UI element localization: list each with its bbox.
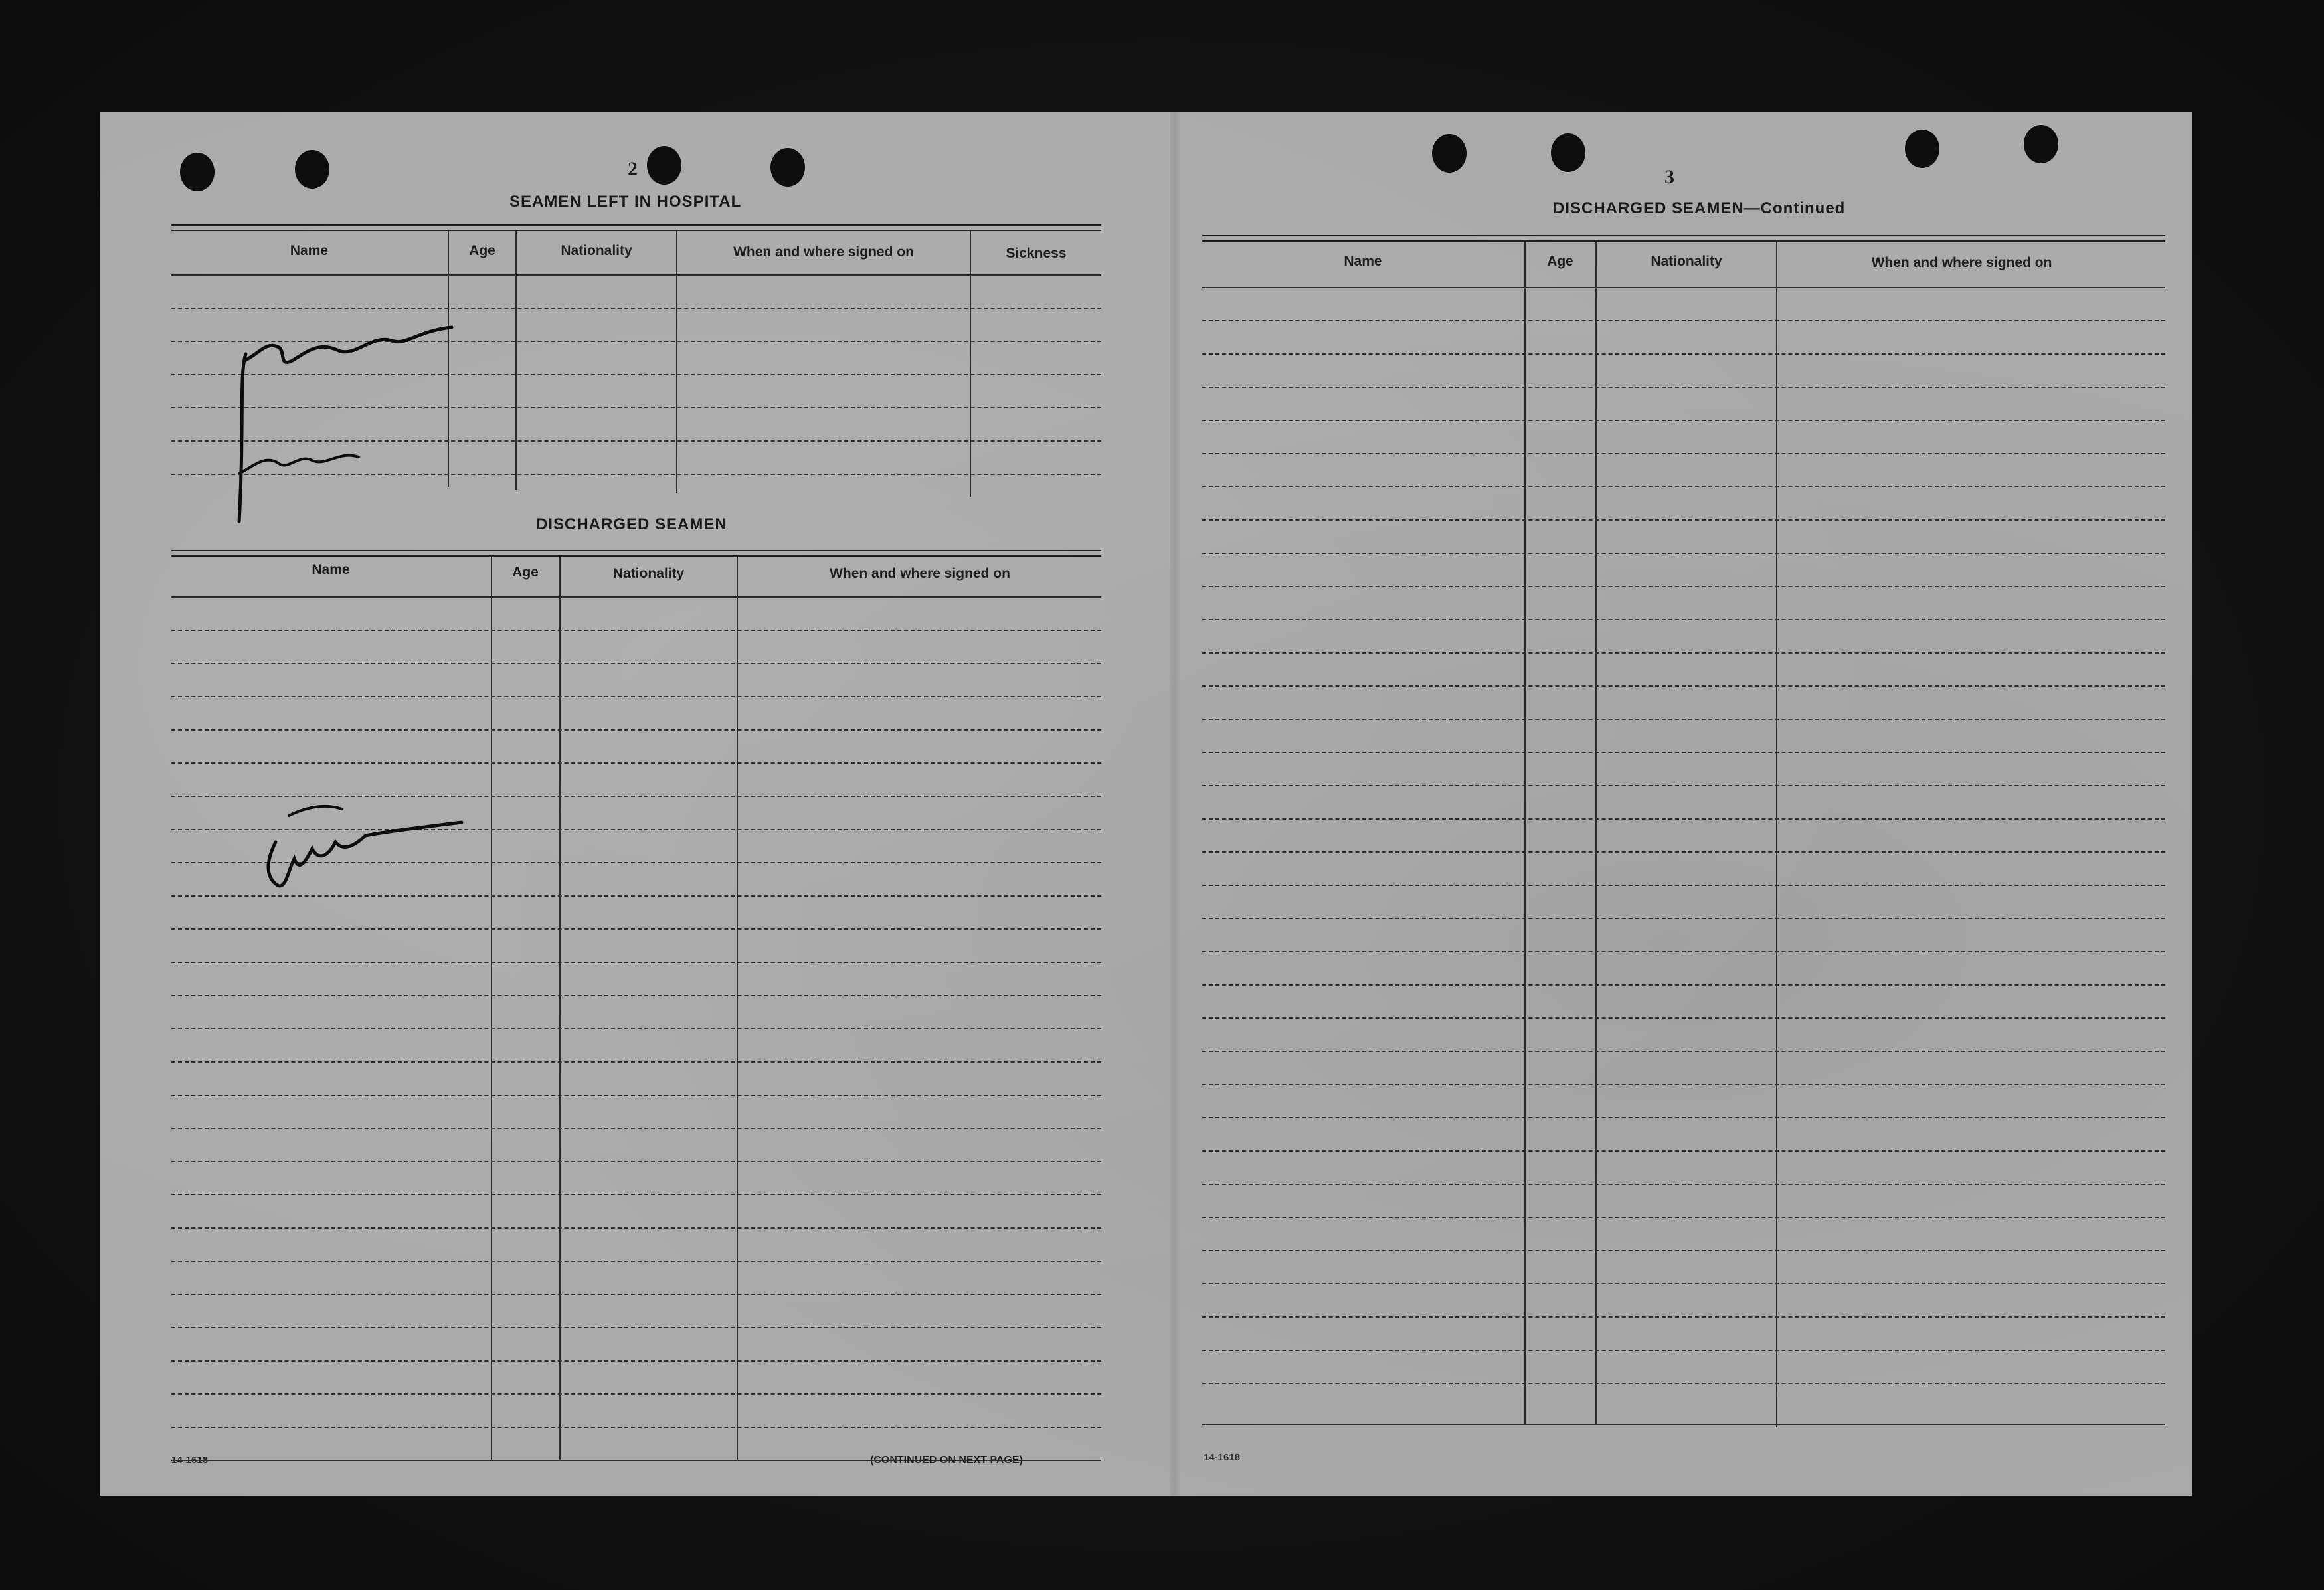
table-row-line	[1202, 619, 2165, 620]
table-row-line	[1202, 1316, 2165, 1318]
handwritten-none-discharged	[169, 643, 475, 909]
table-top-rule	[1202, 235, 2165, 242]
col-head-name: Name	[1344, 254, 1382, 269]
table-row-line	[1202, 851, 2165, 853]
col-head-nationality: Nationality	[561, 243, 632, 258]
discharged-continued-table	[1202, 235, 2165, 1437]
table-row-line	[171, 1028, 1101, 1029]
discharged-continued-title: DISCHARGED SEAMEN—Continued	[1553, 199, 1846, 217]
table-row-line	[171, 1393, 1101, 1395]
table-row-line	[171, 1128, 1101, 1129]
column-divider	[1595, 242, 1597, 1424]
table-row-line	[1202, 519, 2165, 521]
form-code: 14-1618	[1204, 1452, 1241, 1463]
table-row-line	[1202, 1184, 2165, 1185]
column-divider	[559, 557, 561, 1461]
table-row-line	[171, 1427, 1101, 1428]
table-row-line	[171, 995, 1101, 996]
table-row-line	[1202, 951, 2165, 952]
discharged-section-title: DISCHARGED SEAMEN	[536, 515, 727, 533]
col-head-nationality: Nationality	[1651, 254, 1722, 269]
table-row-line	[1202, 586, 2165, 587]
form-code: 14-1618	[171, 1455, 209, 1466]
col-head-signed-on: When and where signed on	[733, 244, 914, 260]
table-row-line	[1202, 353, 2165, 355]
col-head-age: Age	[1547, 254, 1573, 269]
table-row-line	[1202, 918, 2165, 919]
table-row-line	[1202, 1383, 2165, 1384]
table-row-line	[171, 1227, 1101, 1229]
column-divider	[676, 231, 677, 493]
table-row-line	[171, 928, 1101, 930]
page-number: 3	[1664, 166, 1674, 188]
table-row-line	[1202, 387, 2165, 388]
continued-note: (CONTINUED ON NEXT PAGE)	[870, 1455, 1023, 1466]
table-row-line	[1202, 453, 2165, 454]
table-row-line	[1202, 652, 2165, 654]
table-row-line	[1202, 719, 2165, 720]
hospital-section-title: SEAMEN LEFT IN HOSPITAL	[509, 193, 742, 211]
table-row-line	[1202, 984, 2165, 986]
table-row-line	[171, 1294, 1101, 1295]
table-row-line	[171, 1261, 1101, 1262]
col-head-age: Age	[512, 565, 539, 580]
table-row-line	[171, 1095, 1101, 1096]
record-sheet	[100, 112, 2192, 1496]
table-row-line	[1202, 685, 2165, 687]
table-row-line	[1202, 420, 2165, 421]
table-row-line	[171, 1161, 1101, 1162]
col-head-signed-on: When and where signed on	[1871, 255, 2052, 270]
page-number: 2	[628, 158, 638, 180]
table-row-line	[1202, 885, 2165, 886]
table-row-line	[171, 962, 1101, 963]
table-row-line	[171, 1061, 1101, 1063]
col-head-name: Name	[312, 562, 350, 577]
table-row-line	[171, 1360, 1101, 1362]
table-row-line	[171, 630, 1101, 631]
table-row-line	[1202, 785, 2165, 786]
col-head-nationality: Nationality	[612, 566, 685, 581]
table-row-line	[1202, 1217, 2165, 1218]
table-row-line	[1202, 486, 2165, 487]
table-row-line	[1202, 1283, 2165, 1284]
table-row-line	[1202, 1250, 2165, 1251]
table-row-line	[1202, 1051, 2165, 1052]
table-row-line	[1202, 1150, 2165, 1152]
col-head-name: Name	[290, 243, 329, 258]
header-rule	[171, 596, 1101, 598]
table-top-rule	[171, 224, 1101, 231]
column-divider	[737, 557, 738, 1461]
table-row-line	[1202, 553, 2165, 554]
table-row-line	[171, 1194, 1101, 1195]
table-row-line	[1202, 1084, 2165, 1085]
col-head-age: Age	[469, 243, 495, 258]
table-row-line	[1202, 320, 2165, 321]
right-page	[1180, 112, 2192, 1496]
col-head-sickness: Sickness	[1006, 246, 1067, 261]
table-row-line	[1202, 1117, 2165, 1118]
column-divider	[515, 231, 517, 490]
table-bottom-rule	[1202, 1424, 2165, 1425]
table-row-line	[1202, 818, 2165, 820]
column-divider	[1524, 242, 1526, 1424]
column-divider	[491, 557, 492, 1460]
table-row-line	[1202, 1350, 2165, 1351]
table-top-rule	[171, 550, 1101, 557]
col-head-signed-on: When and where signed on	[830, 566, 1010, 581]
table-row-line	[1202, 752, 2165, 753]
table-row-line	[1202, 1017, 2165, 1019]
column-divider	[970, 231, 971, 497]
header-rule	[1202, 287, 2165, 288]
table-row-line	[171, 1327, 1101, 1328]
left-page	[100, 112, 1170, 1496]
center-fold	[1170, 112, 1180, 1496]
handwritten-none-hospital	[166, 274, 458, 533]
